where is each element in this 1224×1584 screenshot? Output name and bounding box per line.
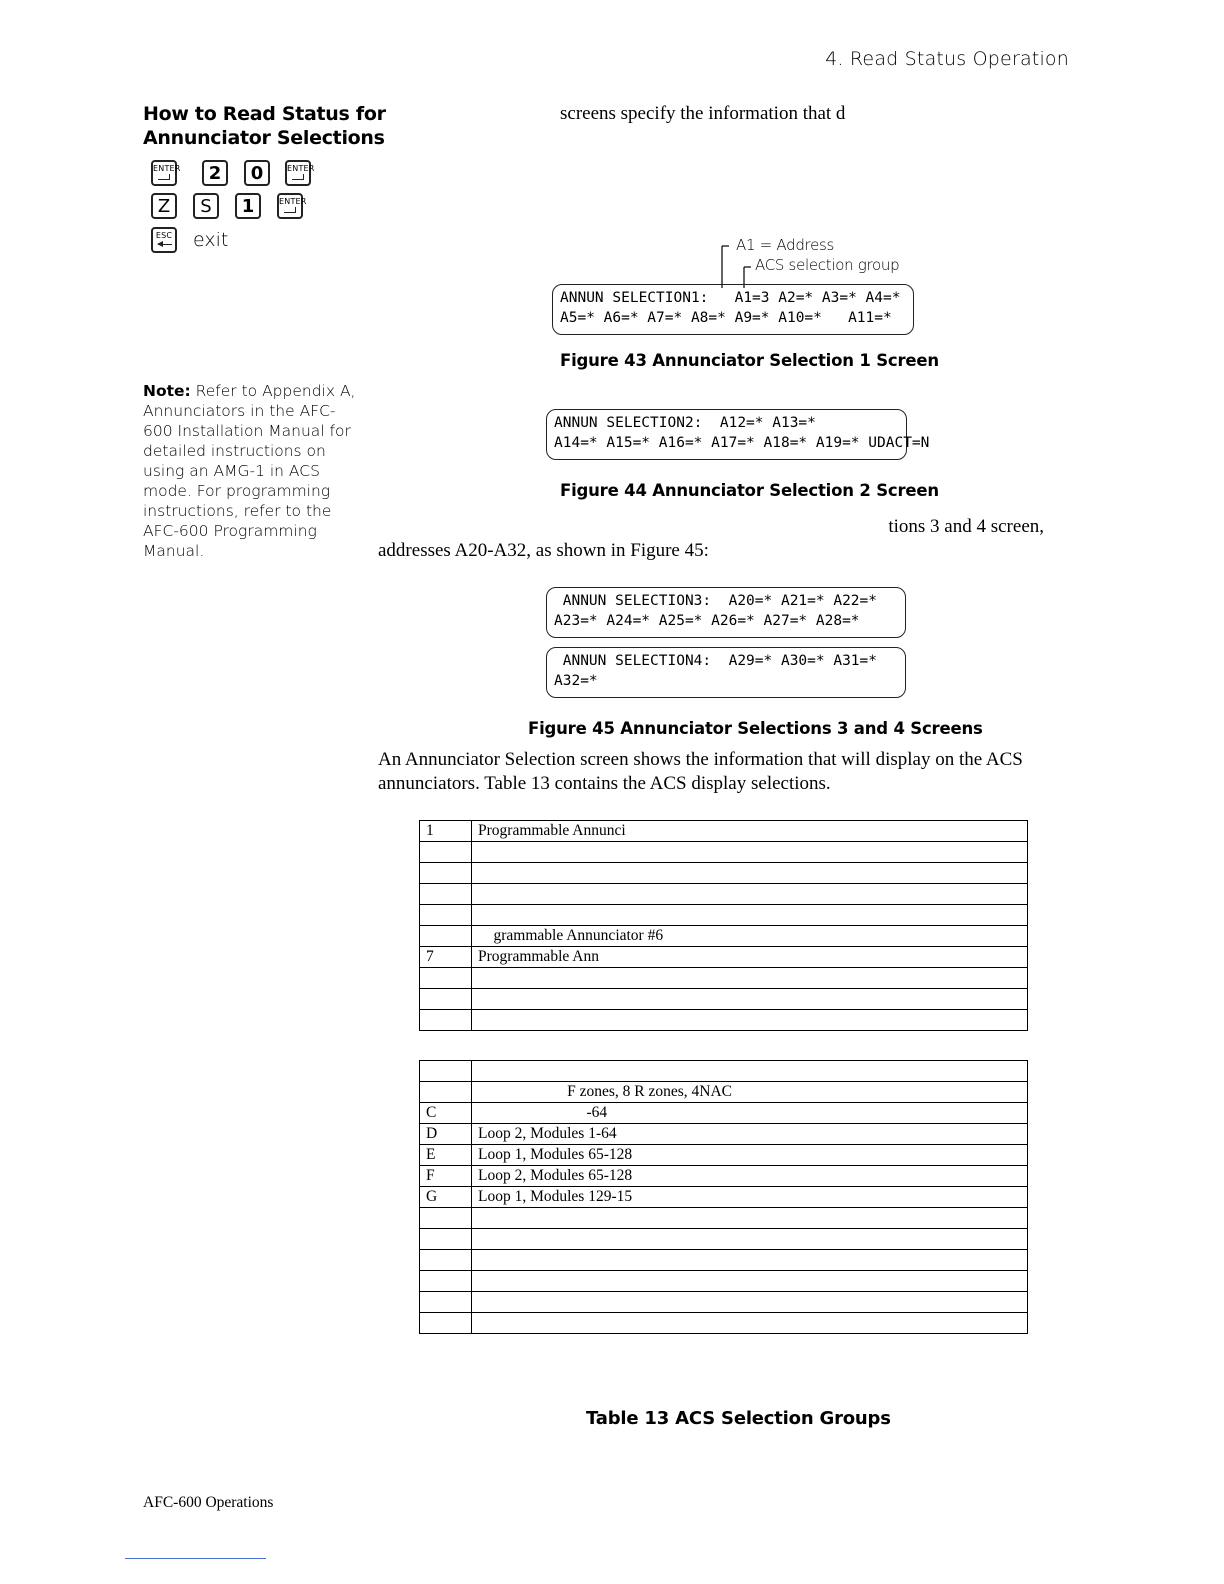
table-row [420, 1124, 1028, 1145]
note-text: Refer to Appendix A, Annunciators in the AFC-600 Installation Manual for detailed instructions on using an AMG-1 in ACS mode. For programming instructions, refer to the AFC-600 Programming Manual. [143, 382, 356, 560]
group-id-cell [420, 1250, 472, 1271]
table-row [420, 1103, 1028, 1124]
group-id-cell [420, 1292, 472, 1313]
group-id-cell [420, 1082, 472, 1103]
table-row [420, 1082, 1028, 1103]
screen-line: A23=* A24=* A25=* A26=* A27=* A28=* [554, 613, 860, 629]
table-row [420, 1208, 1028, 1229]
group-id-cell [420, 884, 472, 905]
figure-44-caption: Figure 44 Annunciator Selection 2 Screen [560, 481, 939, 500]
left-arrow-icon [158, 244, 172, 245]
key-z [151, 193, 177, 219]
acs-groups-table-2 [419, 1060, 1028, 1334]
acs-groups-table-1 [419, 820, 1028, 1031]
body-text-fragment: tions 3 and 4 screen, [888, 516, 1044, 537]
table-row [420, 947, 1028, 968]
figure-43-caption: Figure 43 Annunciator Selection 1 Screen [560, 351, 939, 370]
group-description-cell [472, 1208, 1028, 1229]
table-row [420, 1145, 1028, 1166]
key-0 [244, 160, 270, 186]
footer-rule [125, 1558, 266, 1559]
group-description-cell [472, 1061, 1028, 1082]
group-description-cell: -64 [472, 1103, 1028, 1124]
annun-selection-2-screen [546, 409, 930, 460]
group-description-cell: F zones, 8 R zones, 4NAC [472, 1082, 1028, 1103]
group-id-cell: 7 [420, 947, 472, 968]
group-description-cell: Programmable Annunci [472, 821, 1028, 842]
exit-label: exit [193, 229, 229, 251]
enter-key-label: ENTER [153, 164, 181, 173]
group-id-cell [420, 1229, 472, 1250]
table-row [420, 1010, 1028, 1031]
enter-key-label: ENTER [279, 197, 307, 206]
screen-line: ANNUN SELECTION3: A20=* A21=* A22=* [554, 593, 878, 609]
group-id-cell [420, 1061, 472, 1082]
intro-text: screens specify the information that d [560, 103, 846, 124]
group-id-cell: 1 [420, 821, 472, 842]
group-description-cell [472, 842, 1028, 863]
group-id-cell [420, 842, 472, 863]
group-description-cell: Loop 2, Modules 1-64 [472, 1124, 1028, 1145]
screen-line: ANNUN SELECTION4: A29=* A30=* A31=* [554, 653, 878, 669]
group-description-cell [472, 968, 1028, 989]
key-2-label: 2 [208, 162, 222, 184]
sidebar-title-line1: How to Read Status for [143, 103, 386, 125]
table-row [420, 1292, 1028, 1313]
table-row [420, 968, 1028, 989]
screen-line: ANNUN SELECTION1: A1=3 A2=* A3=* A4=* [560, 290, 901, 306]
key-s-label: S [200, 195, 212, 217]
body-text-line: An Annunciator Selection screen shows the information that will display on the ACS [378, 749, 1023, 770]
enter-key-label: ENTER [287, 164, 315, 173]
key-2 [202, 160, 228, 186]
group-id-cell: D [420, 1124, 472, 1145]
sidebar-title-line2: Annunciator Selections [143, 127, 385, 149]
group-description-cell [472, 905, 1028, 926]
group-id-cell: G [420, 1187, 472, 1208]
group-id-cell: C [420, 1103, 472, 1124]
group-description-cell [472, 1271, 1028, 1292]
sidebar-note [143, 381, 358, 561]
page-footer: AFC-600 Operations [143, 1494, 274, 1511]
screen-line: A5=* A6=* A7=* A8=* A9=* A10=* A11=* [560, 310, 892, 326]
group-id-cell: F [420, 1166, 472, 1187]
group-id-cell [420, 968, 472, 989]
group-id-cell [420, 989, 472, 1010]
key-z-label: Z [157, 195, 171, 217]
group-id-cell [420, 863, 472, 884]
screen-line: A32=* [554, 673, 598, 689]
enter-arrow-icon [292, 174, 304, 180]
enter-key [285, 160, 315, 186]
table-row [420, 989, 1028, 1010]
table-row [420, 1166, 1028, 1187]
table-row [420, 1271, 1028, 1292]
body-text-line: annunciators. Table 13 contains the ACS display selections. [378, 773, 831, 794]
group-id-cell: E [420, 1145, 472, 1166]
table-row [420, 1061, 1028, 1082]
table-row [420, 1313, 1028, 1334]
annun-selection-3-screen [546, 587, 906, 638]
body-text-line: addresses A20-A32, as shown in Figure 45: [378, 540, 709, 561]
table-row [420, 1250, 1028, 1271]
enter-arrow-icon [158, 174, 170, 180]
table-row [420, 905, 1028, 926]
table-row [420, 863, 1028, 884]
group-id-cell [420, 1271, 472, 1292]
group-description-cell [472, 1313, 1028, 1334]
group-id-cell [420, 905, 472, 926]
group-description-cell [472, 863, 1028, 884]
table-row [420, 821, 1028, 842]
group-description-cell [472, 884, 1028, 905]
key-1 [235, 193, 261, 219]
table-row [420, 926, 1028, 947]
screen-line: ANNUN SELECTION2: A12=* A13=* [554, 415, 816, 431]
callout-selection-group: ACS selection group [755, 256, 900, 274]
enter-key [277, 193, 307, 219]
annun-selection-4-screen [546, 647, 906, 698]
group-id-cell [420, 926, 472, 947]
group-id-cell [420, 1010, 472, 1031]
section-header: 4. Read Status Operation [825, 48, 1069, 70]
key-1-label: 1 [241, 195, 255, 217]
esc-key [151, 227, 177, 253]
group-id-cell [420, 1208, 472, 1229]
table-row [420, 1229, 1028, 1250]
enter-key [151, 160, 181, 186]
callout-address: A1 = Address [736, 236, 835, 254]
group-description-cell [472, 989, 1028, 1010]
figure-45-caption: Figure 45 Annunciator Selections 3 and 4 Screens [528, 719, 983, 738]
screen-line: A14=* A15=* A16=* A17=* A18=* A19=* UDACT=N [554, 435, 930, 451]
key-0-label: 0 [250, 162, 264, 184]
sidebar-title [143, 102, 386, 150]
table-row [420, 1187, 1028, 1208]
note-label: Note: [143, 382, 191, 400]
group-description-cell: Loop 1, Modules 65-128 [472, 1145, 1028, 1166]
table-row [420, 842, 1028, 863]
group-description-cell [472, 1010, 1028, 1031]
group-id-cell [420, 1313, 472, 1334]
group-description-cell: grammable Annunciator #6 [472, 926, 1028, 947]
esc-key-label: ESC [155, 231, 173, 240]
group-description-cell: Loop 1, Modules 129-15 [472, 1187, 1028, 1208]
group-description-cell [472, 1250, 1028, 1271]
table-13-caption: Table 13 ACS Selection Groups [586, 1408, 891, 1429]
annun-selection-1-screen [552, 284, 914, 335]
group-description-cell [472, 1229, 1028, 1250]
group-description-cell: Loop 2, Modules 65-128 [472, 1166, 1028, 1187]
group-description-cell [472, 1292, 1028, 1313]
table-row [420, 884, 1028, 905]
key-s [193, 193, 219, 219]
group-description-cell: Programmable Ann [472, 947, 1028, 968]
enter-arrow-icon [284, 207, 296, 213]
